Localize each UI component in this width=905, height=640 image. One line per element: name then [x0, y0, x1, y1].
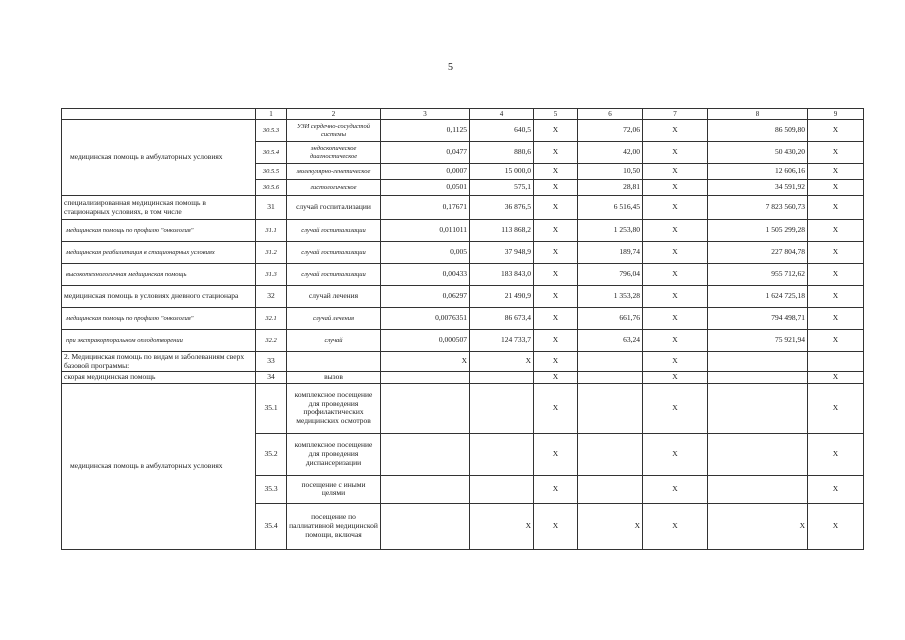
- table-row: [62, 220, 864, 242]
- cell-c2: случай госпитализации: [287, 264, 381, 286]
- row-label: специализированная медицинская помощь в стационарных условиях, в том числе: [62, 196, 256, 220]
- cell-c5: X: [534, 503, 578, 549]
- cell-c5: X: [534, 383, 578, 433]
- cell-c2: случай госпитализации: [287, 242, 381, 264]
- cell-c7: X: [643, 286, 708, 308]
- cell-c3: 0,005: [381, 242, 470, 264]
- tariff-table: [61, 108, 864, 550]
- cell-c9: X: [808, 180, 864, 196]
- cell-c2: случай лечения: [287, 286, 381, 308]
- cell-c1: 32.2: [256, 330, 287, 352]
- cell-c6: 63,24: [578, 330, 643, 352]
- cell-c7: X: [643, 196, 708, 220]
- cell-c5: X: [534, 142, 578, 164]
- cell-c7: X: [643, 383, 708, 433]
- cell-c2: гистологическое: [287, 180, 381, 196]
- cell-c9: X: [808, 264, 864, 286]
- cell-c3: 0,17671: [381, 196, 470, 220]
- cell-c9: X: [808, 242, 864, 264]
- cell-c9: X: [808, 308, 864, 330]
- cell-c5: X: [534, 475, 578, 503]
- cell-c9: X: [808, 196, 864, 220]
- cell-c7: X: [643, 242, 708, 264]
- cell-c5: X: [534, 372, 578, 384]
- cell-c8: 1 624 725,18: [708, 286, 808, 308]
- cell-c1: 33: [256, 352, 287, 372]
- cell-c6: [578, 475, 643, 503]
- cell-c4: 640,5: [470, 120, 534, 142]
- header-cell: 8: [708, 109, 808, 120]
- cell-c6: 189,74: [578, 242, 643, 264]
- group-label-ambulatory-extra: медицинская помощь в амбулаторных условиях: [62, 383, 256, 549]
- row-label: медицинская помощь по профилю "онкология": [62, 220, 256, 242]
- cell-c2: УЗИ сердечно-сосудистой системы: [287, 120, 381, 142]
- cell-c3: [381, 433, 470, 475]
- cell-c7: X: [643, 264, 708, 286]
- cell-c6: [578, 372, 643, 384]
- cell-c2: случай: [287, 330, 381, 352]
- table-row: [62, 242, 864, 264]
- cell-c4: 880,6: [470, 142, 534, 164]
- row-label: 2. Медицинская помощь по видам и заболеваниям сверх базовой программы:: [62, 352, 256, 372]
- group-label-ambulatory: медицинская помощь в амбулаторных условиях: [62, 120, 256, 196]
- cell-c8: [708, 372, 808, 384]
- cell-c4: [470, 372, 534, 384]
- cell-c8: 34 591,92: [708, 180, 808, 196]
- cell-c1: 31.3: [256, 264, 287, 286]
- table-row: [62, 308, 864, 330]
- header-cell: 6: [578, 109, 643, 120]
- cell-c8: [708, 352, 808, 372]
- cell-c6: 1 353,28: [578, 286, 643, 308]
- cell-c3: 0,0477: [381, 142, 470, 164]
- cell-c2: случай лечения: [287, 308, 381, 330]
- cell-c4: [470, 433, 534, 475]
- cell-c8: [708, 475, 808, 503]
- cell-c6: 1 253,80: [578, 220, 643, 242]
- cell-c7: X: [643, 220, 708, 242]
- cell-c2: вызов: [287, 372, 381, 384]
- cell-c1: 35.1: [256, 383, 287, 433]
- cell-c8: [708, 383, 808, 433]
- cell-c1: 30.5.5: [256, 164, 287, 180]
- cell-c2: комплексное посещение для проведения профилактических медицинских осмотров: [287, 383, 381, 433]
- cell-c1: 30.5.3: [256, 120, 287, 142]
- cell-c1: 35.2: [256, 433, 287, 475]
- cell-c3: 0,1125: [381, 120, 470, 142]
- cell-c2: посещение по паллиативной медицинской помощи, включая: [287, 503, 381, 549]
- table-row: [62, 383, 864, 433]
- cell-c6: 28,81: [578, 180, 643, 196]
- cell-c2: случай госпитализации: [287, 220, 381, 242]
- cell-c6: [578, 352, 643, 372]
- cell-c5: X: [534, 308, 578, 330]
- cell-c8: 794 498,71: [708, 308, 808, 330]
- cell-c3: X: [381, 352, 470, 372]
- row-label: при экстракорпоральном оплодотворении: [62, 330, 256, 352]
- cell-c7: X: [643, 164, 708, 180]
- header-cell: 5: [534, 109, 578, 120]
- cell-c6: 42,00: [578, 142, 643, 164]
- cell-c6: 796,04: [578, 264, 643, 286]
- cell-c3: 0,0501: [381, 180, 470, 196]
- cell-c3: [381, 503, 470, 549]
- cell-c3: 0,011011: [381, 220, 470, 242]
- cell-c6: X: [578, 503, 643, 549]
- cell-c1: 31.1: [256, 220, 287, 242]
- row-label: высокотехнологичная медицинская помощь: [62, 264, 256, 286]
- cell-c4: 183 843,0: [470, 264, 534, 286]
- cell-c9: X: [808, 383, 864, 433]
- table-row: [62, 264, 864, 286]
- cell-c6: 10,50: [578, 164, 643, 180]
- row-label: медицинская помощь в условиях дневного стационара: [62, 286, 256, 308]
- cell-c4: [470, 383, 534, 433]
- cell-c1: 30.5.6: [256, 180, 287, 196]
- cell-c2: комплексное посещение для проведения диспансеризации: [287, 433, 381, 475]
- cell-c1: 35.3: [256, 475, 287, 503]
- cell-c6: 72,06: [578, 120, 643, 142]
- cell-c7: X: [643, 352, 708, 372]
- cell-c1: 31.2: [256, 242, 287, 264]
- cell-c5: X: [534, 196, 578, 220]
- cell-c2: [287, 352, 381, 372]
- cell-c9: X: [808, 433, 864, 475]
- cell-c9: [808, 352, 864, 372]
- cell-c1: 31: [256, 196, 287, 220]
- cell-c4: 575,1: [470, 180, 534, 196]
- cell-c7: X: [643, 433, 708, 475]
- cell-c7: X: [643, 120, 708, 142]
- cell-c9: X: [808, 330, 864, 352]
- cell-c4: X: [470, 352, 534, 372]
- cell-c7: X: [643, 142, 708, 164]
- cell-c3: 0,0007: [381, 164, 470, 180]
- cell-c5: X: [534, 220, 578, 242]
- table-row: [62, 372, 864, 384]
- cell-c5: X: [534, 164, 578, 180]
- cell-c8: 86 509,80: [708, 120, 808, 142]
- cell-c3: 0,06297: [381, 286, 470, 308]
- cell-c4: 124 733,7: [470, 330, 534, 352]
- table-row: [62, 196, 864, 220]
- cell-c5: X: [534, 433, 578, 475]
- cell-c1: 30.5.4: [256, 142, 287, 164]
- cell-c7: X: [643, 330, 708, 352]
- cell-c5: X: [534, 330, 578, 352]
- header-cell: 1: [256, 109, 287, 120]
- table-row: [62, 120, 864, 142]
- cell-c8: [708, 433, 808, 475]
- cell-c3: [381, 475, 470, 503]
- header-cell: 3: [381, 109, 470, 120]
- cell-c3: 0,000507: [381, 330, 470, 352]
- cell-c8: 75 921,94: [708, 330, 808, 352]
- cell-c9: X: [808, 142, 864, 164]
- header-cell: 7: [643, 109, 708, 120]
- cell-c6: 6 516,45: [578, 196, 643, 220]
- cell-c4: X: [470, 503, 534, 549]
- table-body: [62, 109, 864, 550]
- cell-c4: 86 673,4: [470, 308, 534, 330]
- cell-c7: X: [643, 503, 708, 549]
- cell-c2: случай госпитализации: [287, 196, 381, 220]
- cell-c9: X: [808, 286, 864, 308]
- cell-c7: X: [643, 308, 708, 330]
- cell-c5: X: [534, 286, 578, 308]
- cell-c4: 36 876,5: [470, 196, 534, 220]
- header-cell: 4: [470, 109, 534, 120]
- page-number: 5: [448, 62, 453, 73]
- cell-c8: 12 606,16: [708, 164, 808, 180]
- cell-c4: 21 490,9: [470, 286, 534, 308]
- cell-c9: X: [808, 372, 864, 384]
- header-row: [62, 109, 864, 120]
- cell-c5: X: [534, 264, 578, 286]
- cell-c9: X: [808, 475, 864, 503]
- cell-c6: [578, 383, 643, 433]
- cell-c7: X: [643, 180, 708, 196]
- row-label: медицинская помощь по профилю "онкология": [62, 308, 256, 330]
- header-cell: 9: [808, 109, 864, 120]
- table-row: [62, 286, 864, 308]
- cell-c8: X: [708, 503, 808, 549]
- table-row: [62, 330, 864, 352]
- row-label: скорая медицинская помощь: [62, 372, 256, 384]
- cell-c1: 32: [256, 286, 287, 308]
- cell-c8: 1 505 299,28: [708, 220, 808, 242]
- cell-c6: [578, 433, 643, 475]
- cell-c2: посещение с иными целями: [287, 475, 381, 503]
- cell-c9: X: [808, 164, 864, 180]
- cell-c9: X: [808, 120, 864, 142]
- cell-c3: [381, 383, 470, 433]
- cell-c9: X: [808, 220, 864, 242]
- cell-c2: молекулярно-генетическое: [287, 164, 381, 180]
- cell-c5: X: [534, 352, 578, 372]
- cell-c7: X: [643, 372, 708, 384]
- table-row: [62, 352, 864, 372]
- cell-c5: X: [534, 180, 578, 196]
- cell-c8: 227 804,78: [708, 242, 808, 264]
- cell-c8: 7 823 560,73: [708, 196, 808, 220]
- cell-c3: [381, 372, 470, 384]
- cell-c3: 0,0076351: [381, 308, 470, 330]
- cell-c6: 661,76: [578, 308, 643, 330]
- cell-c2: эндоскопическое диагностическое: [287, 142, 381, 164]
- cell-c5: X: [534, 120, 578, 142]
- cell-c8: 955 712,62: [708, 264, 808, 286]
- cell-c4: [470, 475, 534, 503]
- cell-c1: 34: [256, 372, 287, 384]
- cell-c7: X: [643, 475, 708, 503]
- cell-c3: 0,00433: [381, 264, 470, 286]
- cell-c4: 15 000,0: [470, 164, 534, 180]
- cell-c4: 37 948,9: [470, 242, 534, 264]
- cell-c1: 35.4: [256, 503, 287, 549]
- header-cell: 2: [287, 109, 381, 120]
- cell-c8: 50 430,20: [708, 142, 808, 164]
- cell-c5: X: [534, 242, 578, 264]
- cell-c4: 113 868,2: [470, 220, 534, 242]
- cell-c1: 32.1: [256, 308, 287, 330]
- cell-c9: X: [808, 503, 864, 549]
- row-label: медицинская реабилитация в стационарных условиях: [62, 242, 256, 264]
- header-cell-blank: [62, 109, 256, 120]
